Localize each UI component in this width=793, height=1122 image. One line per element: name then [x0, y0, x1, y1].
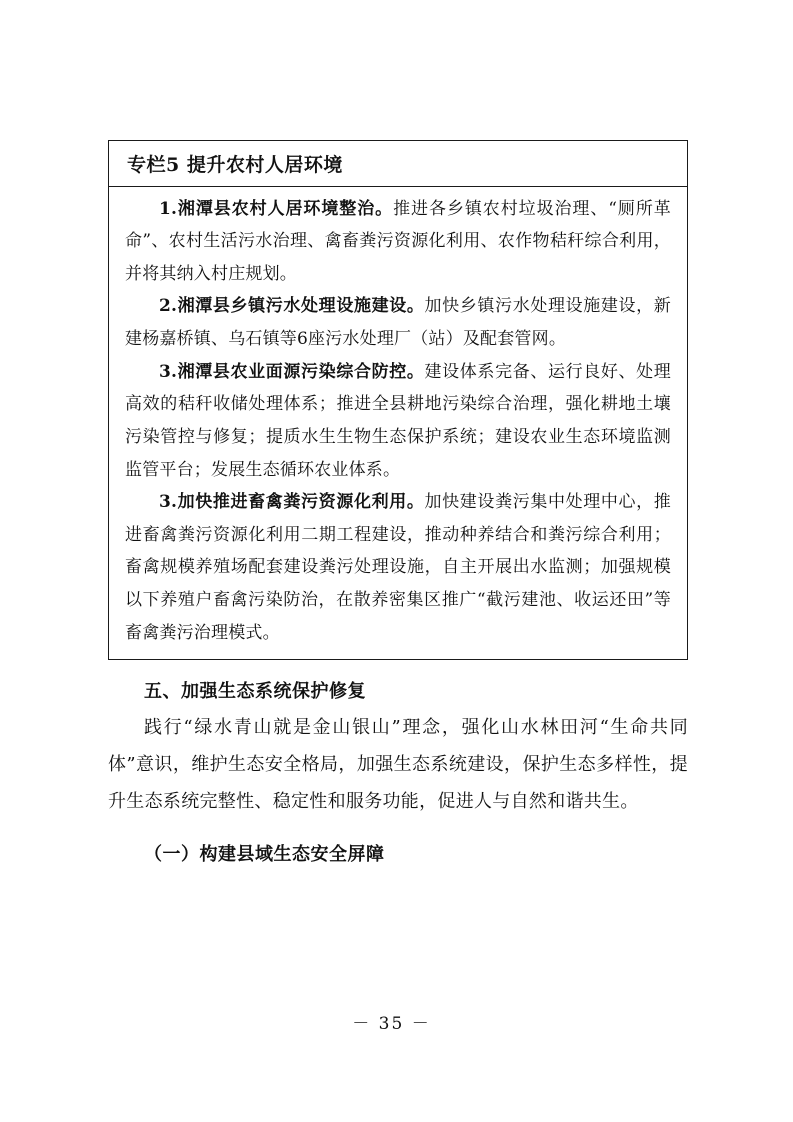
feature-item-lead: 3.加快推进畜禽粪污资源化利用。	[159, 492, 425, 513]
feature-box-title: 专栏5 提升农村人居环境	[109, 141, 687, 187]
feature-item-text: 加快乡镇污水处理设施建设，新建杨嘉桥镇、乌石镇等6座污水处理厂（站）及配套管网。	[125, 296, 671, 349]
feature-box-body	[109, 187, 687, 660]
feature-box	[108, 140, 688, 660]
feature-item-text: 推进各乡镇农村垃圾治理、“厕所革命”、农村生活污水治理、禽畜粪污资源化利用、农作物秸秆综合利用，并将其纳入村庄规划。	[125, 198, 671, 284]
sub-section-heading: （一）构建县域生态安全屏障	[144, 843, 385, 865]
page-number: － 35 －	[352, 1014, 431, 1034]
section-body-paragraph: 践行“绿水青山就是金山银山”理念，强化山水林田河“生命共同体”意识，维护生态安全格局，加强生态系统建设，保护生态多样性，提升生态系统完整性、稳定性和服务功能，促进人与自然和谐共生。	[108, 717, 688, 813]
feature-item-lead: 1.湘潭县农村人居环境整治。	[159, 198, 394, 219]
feature-item	[125, 290, 671, 355]
feature-item-lead: 3.湘潭县农业面源污染综合防控。	[159, 361, 425, 382]
feature-item-lead: 2.湘潭县乡镇污水处理设施建设。	[159, 296, 425, 317]
feature-item	[125, 193, 671, 291]
feature-item-text: 建设体系完备、运行良好、处理高效的秸秆收储处理体系；推进全县耕地污染综合治理，强化耕地土壤污染管控与修复；提质水生生物生态保护系统；建设农业生态环境监测监管平台；发展生态循环农业体系。	[125, 361, 671, 480]
page-content	[108, 140, 688, 873]
feature-item	[125, 356, 671, 487]
section-heading: 五、加强生态系统保护修复	[144, 681, 366, 703]
feature-item	[125, 486, 671, 649]
feature-item-text: 加快建设粪污集中处理中心，推进畜禽粪污资源化利用二期工程建设，推动种养结合和粪污综合利用；畜禽规模养殖场配套建设粪污处理设施，自主开展出水监测；加强规模以下养殖户畜禽污染防治，在散养密集区推广“截污建池、收运还田”等畜禽粪污治理模式。	[125, 492, 671, 643]
